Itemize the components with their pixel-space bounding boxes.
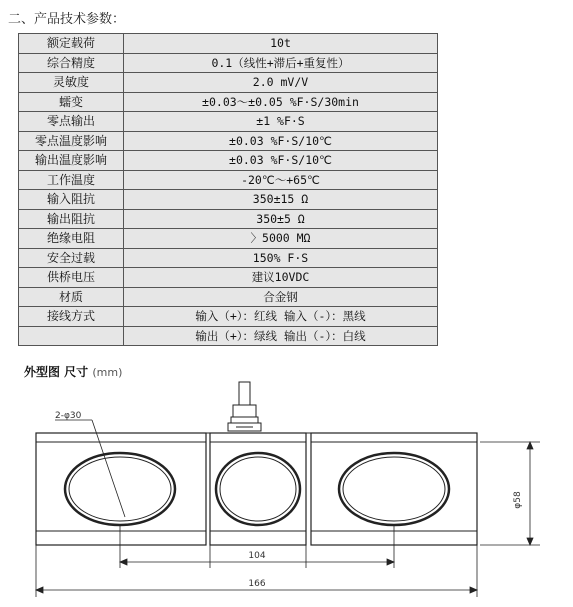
spec-value: 建议10VDC — [124, 268, 438, 288]
inner-arrow-right — [387, 559, 394, 565]
spec-key: 工作温度 — [19, 170, 124, 190]
spec-value: 输入（+）：红线 输入（-）：黑线 — [124, 307, 438, 327]
spec-key: 材质 — [19, 287, 124, 307]
spec-value: ±0.03～±0.05 %F·S/30min — [124, 92, 438, 112]
height-arrow-top — [527, 442, 533, 449]
spec-key: 输出温度影响 — [19, 151, 124, 171]
total-dim-label: 166 — [248, 579, 266, 589]
spec-value: 合金钢 — [124, 287, 438, 307]
spec-key: 零点温度影响 — [19, 131, 124, 151]
spec-key: 蠕变 — [19, 92, 124, 112]
spec-value: 2.0 mV/V — [124, 73, 438, 93]
inner-arrow-left — [120, 559, 127, 565]
hole-label: 2-φ30 — [55, 411, 82, 421]
spec-value: 150% F·S — [124, 248, 438, 268]
spec-key: 零点输出 — [19, 112, 124, 132]
spec-value: ±0.03 %F·S/10℃ — [124, 131, 438, 151]
spec-key: 灵敏度 — [19, 73, 124, 93]
spec-value: 0.1（线性+滞后+重复性） — [124, 53, 438, 73]
nut-middle — [231, 417, 258, 423]
spec-key: 接线方式 — [19, 307, 124, 327]
spec-key: 输入阻抗 — [19, 190, 124, 210]
spec-key: 供桥电压 — [19, 268, 124, 288]
block-left — [36, 433, 206, 545]
inner-dim-label: 104 — [248, 551, 266, 561]
spec-key: 绝缘电阻 — [19, 229, 124, 249]
spec-key: 输出阻抗 — [19, 209, 124, 229]
spec-value: 〉5000 MΩ — [124, 229, 438, 249]
spec-value: ±1 %F·S — [124, 112, 438, 132]
cable-post — [228, 382, 261, 431]
spec-value: ±0.03 %F·S/10℃ — [124, 151, 438, 171]
spec-key: 综合精度 — [19, 53, 124, 73]
nut-upper — [233, 405, 256, 417]
cable — [239, 382, 250, 406]
spec-value: -20℃～+65℃ — [124, 170, 438, 190]
total-arrow-right — [470, 587, 477, 593]
height-arrow-bottom — [527, 538, 533, 545]
spec-key: 安全过载 — [19, 248, 124, 268]
drawing-unit: (mm) — [92, 366, 123, 379]
spec-value: 输出（+）：绿线 输出（-）：白线 — [124, 326, 438, 346]
spec-value: 10t — [124, 34, 438, 54]
drawing-title-text: 外型图 尺寸 — [24, 365, 89, 379]
section-title: 二、产品技术参数： — [8, 12, 126, 27]
total-arrow-left — [36, 587, 43, 593]
spec-key: 额定载荷 — [19, 34, 124, 54]
spec-value: 350±15 Ω — [124, 190, 438, 210]
height-label: φ58 — [513, 491, 523, 509]
block-center — [210, 433, 306, 545]
spec-value: 350±5 Ω — [124, 209, 438, 229]
